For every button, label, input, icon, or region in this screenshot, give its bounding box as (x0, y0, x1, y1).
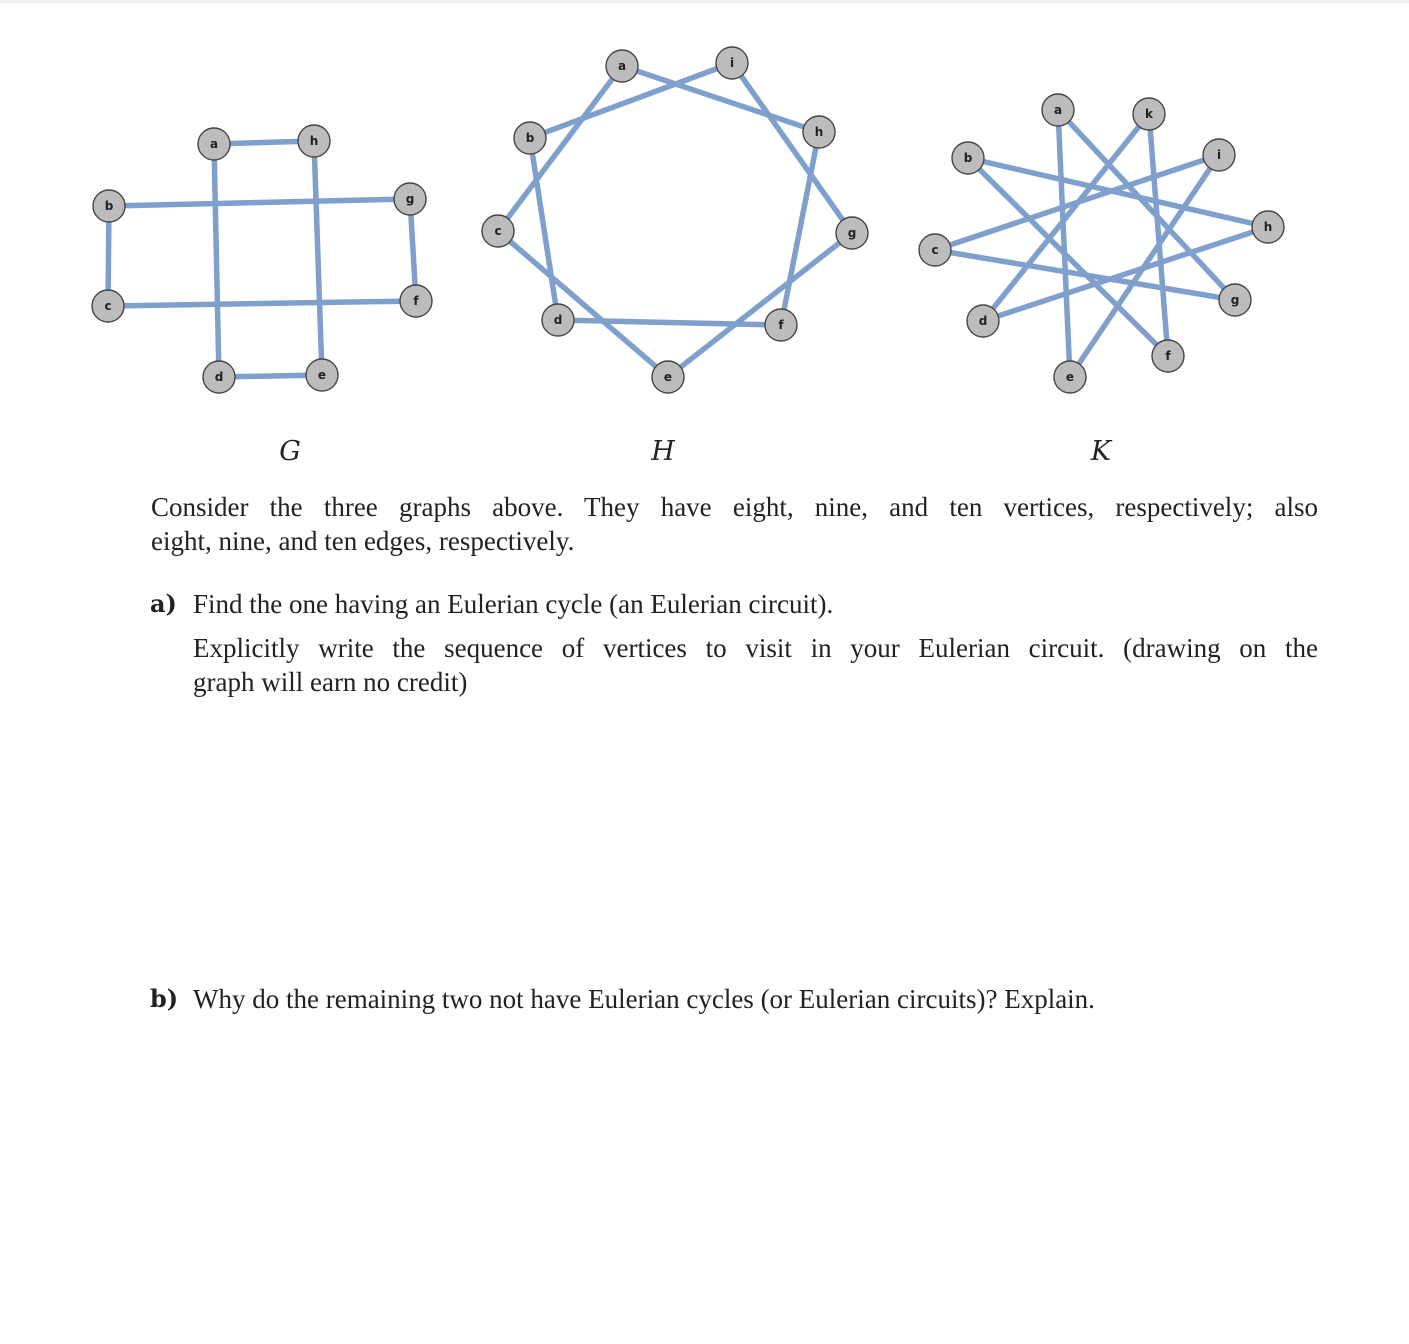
vertex-label: a (1053, 103, 1063, 117)
vertex-label: b (104, 199, 114, 213)
edge-G-c-f (108, 301, 416, 306)
graph-label-K: K (1090, 436, 1112, 467)
vertex-H-f (765, 309, 797, 341)
edge-G-b-g (109, 199, 410, 206)
vertex-G-h (298, 125, 330, 157)
vertex-H-c (482, 215, 514, 247)
intro-line-2: eight, nine, and ten edges, respectively. (151, 526, 575, 556)
vertex-label: f (778, 318, 784, 332)
question-a-text: Find the one having an Eulerian cycle (an Eulerian circuit). (193, 589, 834, 619)
edge-H-a-h (622, 66, 819, 132)
vertex-G-d (203, 361, 235, 393)
edge-H-d-f (558, 320, 781, 325)
vertex-H-a (606, 50, 638, 82)
vertex-G-f (400, 285, 432, 317)
vertex-label: a (617, 59, 627, 73)
vertex-G-g (394, 183, 426, 215)
vertex-H-d (542, 304, 574, 336)
vertex-label: c (104, 299, 112, 313)
vertex-label: d (553, 313, 563, 327)
edges-layer (108, 63, 1268, 377)
vertex-label: k (1145, 107, 1153, 121)
vertex-label: b (525, 131, 535, 145)
question-a-detail-line-2: graph will earn no credit) (193, 667, 468, 697)
vertex-label: f (1165, 349, 1171, 363)
edge-G-a-d (214, 144, 219, 377)
vertex-label: h (1263, 220, 1273, 234)
vertex-label: i (1216, 148, 1222, 162)
graph-label-H: H (651, 436, 675, 467)
vertex-K-b (952, 142, 984, 174)
vertex-label: i (729, 56, 735, 70)
vertex-K-a (1042, 94, 1074, 126)
vertex-label: e (663, 370, 673, 384)
vertex-label: e (317, 368, 327, 382)
vertex-G-b (93, 190, 125, 222)
edge-G-h-e (314, 141, 322, 375)
nodes-layer (92, 47, 1284, 393)
vertex-H-e (652, 361, 684, 393)
question-a-marker: a) (150, 589, 177, 618)
vertex-G-a (198, 128, 230, 160)
vertex-G-e (306, 359, 338, 391)
vertex-label: h (814, 125, 824, 139)
vertex-K-d (967, 305, 999, 337)
vertex-label: c (494, 224, 502, 238)
vertex-label: c (931, 243, 939, 257)
question-b-marker: b) (150, 984, 179, 1013)
question-a-detail-line-1: Explicitly write the sequence of vertices to visit in your Eulerian circuit. (drawing on the (193, 633, 1318, 663)
edge-H-a-c (498, 66, 622, 231)
graph-label-G: G (279, 436, 301, 467)
vertex-label: g (1230, 293, 1240, 307)
vertex-label: h (309, 134, 319, 148)
edge-H-c-e (498, 231, 668, 377)
vertex-label: b (963, 151, 973, 165)
edge-K-a-e (1058, 110, 1070, 377)
vertex-label: a (209, 137, 219, 151)
graphs-figure (0, 0, 1409, 470)
vertex-label: g (405, 192, 415, 206)
vertex-H-g (836, 217, 868, 249)
vertex-G-c (92, 290, 124, 322)
vertex-K-i (1203, 139, 1235, 171)
vertex-K-g (1219, 284, 1251, 316)
edge-H-i-g (732, 63, 852, 233)
vertex-K-k (1133, 98, 1165, 130)
vertex-H-b (514, 122, 546, 154)
vertex-H-i (716, 47, 748, 79)
edge-K-c-g (935, 250, 1235, 300)
vertex-K-f (1152, 340, 1184, 372)
vertex-label: d (978, 314, 988, 328)
edge-H-e-g (668, 233, 852, 377)
intro-paragraph (151, 490, 1318, 558)
vertex-H-h (803, 116, 835, 148)
vertex-label: d (214, 370, 224, 384)
vertex-label: f (413, 294, 419, 308)
vertex-K-c (919, 234, 951, 266)
vertex-label: e (1065, 370, 1075, 384)
question-a-detail (193, 631, 1318, 699)
intro-line-1: Consider the three graphs above. They have eight, nine, and ten vertices, respectively; also (151, 492, 1318, 522)
vertex-K-e (1054, 361, 1086, 393)
vertex-label: g (847, 226, 857, 240)
vertex-K-h (1252, 211, 1284, 243)
question-b-text: Why do the remaining two not have Eulerian cycles (or Eulerian circuits)? Explain. (193, 984, 1095, 1014)
